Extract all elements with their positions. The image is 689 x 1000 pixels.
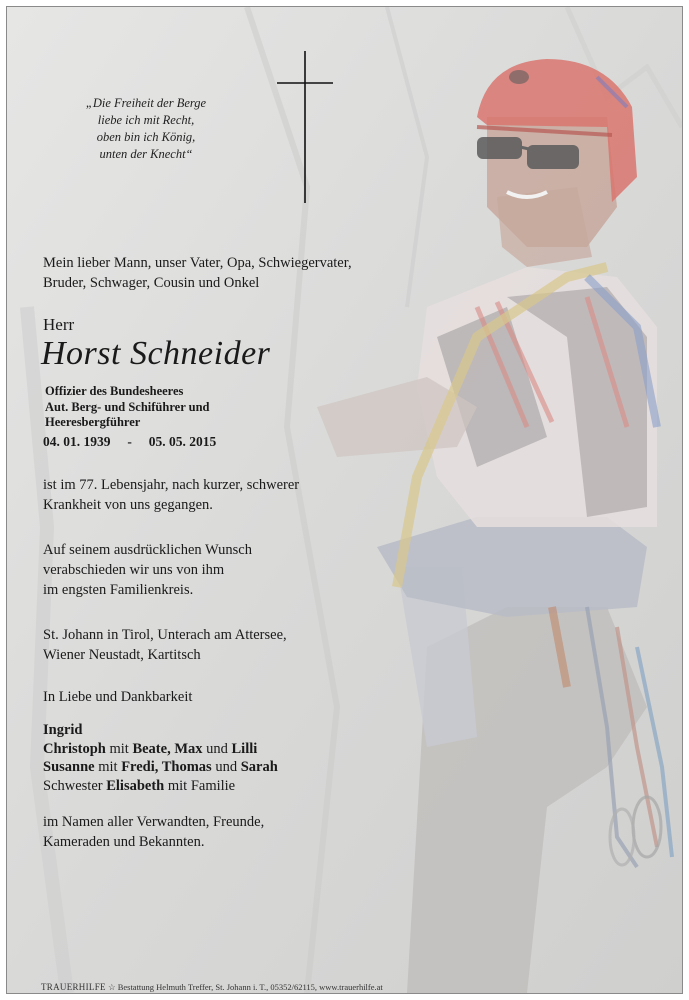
obituary-frame: [6, 6, 683, 994]
family-line: [43, 777, 278, 796]
family-connector: und: [215, 759, 238, 775]
family-connector: mit: [109, 740, 129, 757]
family-line: [43, 758, 278, 777]
quote-line: liebe ich mit Recht,: [97, 113, 195, 127]
farewell-line: Auf seinem ausdrücklichen Wunsch: [43, 542, 252, 558]
titles-block: [45, 384, 210, 431]
footer-text: Bestattung Helmuth Treffer, St. Johann i. T., 05352/62115, www.trauerhilfe.at: [117, 982, 383, 992]
farewell-line: verabschieden wir uns von ihm: [43, 562, 225, 578]
quote-line: unten der Knecht“: [99, 147, 193, 161]
family-name: Beate, Max: [132, 740, 203, 757]
family-line: [43, 740, 278, 759]
quote-line: „Die Freiheit der Berge: [85, 96, 207, 110]
intro-block: [43, 253, 352, 293]
family-name: Christoph: [43, 740, 106, 757]
family-connector: Schwester: [43, 777, 103, 794]
title-line: Offizier des Bundesheeres: [45, 384, 184, 398]
life-dates: [43, 434, 216, 450]
date-separator: -: [127, 434, 132, 449]
family-name: Ingrid: [43, 722, 83, 738]
quote-line: oben bin ich König,: [96, 130, 196, 144]
family-name: Susanne: [43, 759, 95, 775]
closing-line: Kameraden und Bekannten.: [43, 834, 205, 850]
farewell-line: im engsten Familienkreis.: [43, 582, 194, 598]
places-line: St. Johann in Tirol, Unterach am Attersee,: [43, 627, 287, 643]
birth-date: 04. 01. 1939: [43, 434, 111, 449]
title-line: Heeresbergführer: [45, 415, 141, 429]
family-name: Sarah: [240, 759, 278, 775]
title-line: Aut. Berg- und Schiführer und: [45, 399, 210, 414]
intro-line: Bruder, Schwager, Cousin und Onkel: [43, 275, 260, 291]
death-date: 05. 05. 2015: [148, 434, 217, 449]
footer-brand: TRAUERHILFE: [41, 982, 106, 992]
family-connector: und: [206, 740, 228, 757]
closing-text: [43, 812, 264, 852]
family-line: [43, 721, 278, 740]
places-text: [43, 625, 287, 665]
passing-line: ist im 77. Lebensjahr, nach kurzer, schwerer: [43, 477, 300, 493]
family-connector: mit: [98, 759, 118, 775]
love-line: In Liebe und Dankbarkeit: [43, 689, 193, 705]
footer: [41, 982, 383, 993]
family-name: Elisabeth: [106, 777, 165, 794]
passing-text: [43, 475, 299, 515]
deceased-name: Horst Schneider: [41, 335, 271, 372]
family-name: Lilli: [231, 740, 258, 757]
angel-icon: ☆: [107, 982, 116, 992]
family-connector: mit Familie: [167, 777, 236, 794]
places-line: Wiener Neustadt, Kartitsch: [43, 647, 201, 663]
family-name: Fredi, Thomas: [121, 759, 212, 775]
intro-line: Mein lieber Mann, unser Vater, Opa, Schwiegervater,: [43, 255, 352, 271]
family-block: [43, 721, 278, 795]
passing-line: Krankheit von uns gegangen.: [43, 497, 213, 513]
closing-line: im Namen aller Verwandten, Freunde,: [43, 814, 265, 830]
quote-block: [71, 95, 221, 163]
cross-icon: [277, 51, 333, 203]
farewell-text: [43, 540, 252, 600]
salutation: Herr: [43, 315, 75, 334]
